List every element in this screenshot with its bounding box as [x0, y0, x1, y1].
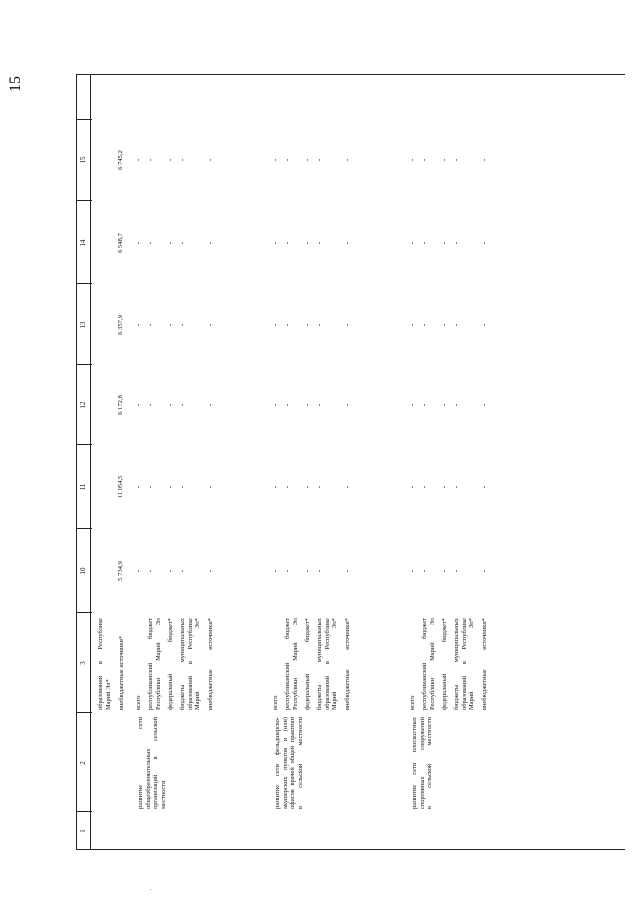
source-label-word: образований — [323, 675, 331, 710]
column-header: 15 — [79, 156, 87, 164]
amount-value: - — [440, 569, 448, 573]
source-label — [147, 618, 155, 710]
program-title-word: плоскостных — [411, 717, 418, 753]
amount-value: - — [452, 158, 460, 162]
amount-value: 6 548,7 — [117, 233, 124, 253]
source-label-word: Республики Марий Эл — [428, 618, 436, 710]
source-label-word: образований — [186, 675, 194, 710]
program-title-word: спортивных — [418, 776, 426, 809]
program-title — [419, 717, 427, 809]
amount-value: - — [420, 323, 428, 327]
source-label — [453, 618, 461, 710]
amount-value: - — [303, 485, 311, 489]
amount-value: - — [178, 403, 186, 407]
source-label — [167, 618, 175, 710]
amount-value: - — [408, 403, 416, 407]
amount-value: - — [440, 158, 448, 162]
amount-value: - — [178, 158, 186, 162]
source-label — [441, 618, 449, 710]
page-number: 15 — [7, 76, 24, 92]
amount-value: - — [206, 158, 214, 162]
program-title — [152, 717, 160, 809]
amount-value: - — [343, 485, 351, 489]
source-label — [316, 618, 324, 710]
amount-value: 6 745,2 — [117, 150, 124, 170]
amount-value: - — [146, 485, 154, 489]
amount-value: - — [206, 241, 214, 245]
amount-value: - — [146, 569, 154, 573]
source-label-word: республиканский — [284, 662, 291, 710]
program-title-word: и — [281, 737, 289, 742]
source-label-word: бюджет — [147, 618, 154, 639]
column-header: 11 — [79, 483, 87, 491]
source-label-word: Марий Эл* — [194, 618, 202, 710]
amount-value: - — [480, 323, 488, 327]
amount-value: - — [134, 323, 142, 327]
source-label-word: всего — [272, 695, 279, 710]
amount-value: - — [283, 569, 291, 573]
amount-value: - — [206, 485, 214, 489]
amount-value: - — [166, 569, 174, 573]
amount-value: - — [271, 485, 279, 489]
source-label-word: внебюджетные источники* — [481, 618, 488, 710]
source-label — [194, 618, 202, 710]
amount-value: - — [303, 241, 311, 245]
amount-value: - — [283, 323, 291, 327]
source-label — [304, 618, 312, 710]
program-title — [145, 717, 153, 809]
program-title-word: офисов врачей общей практики — [289, 717, 297, 809]
column-divider — [76, 74, 625, 75]
column-header: 10 — [79, 567, 87, 575]
program-title-word: сети — [137, 717, 144, 729]
source-label — [331, 618, 339, 710]
amount-value: - — [440, 485, 448, 489]
column-header: 3 — [79, 661, 87, 665]
program-title-word: (или) — [281, 717, 289, 732]
source-label — [272, 618, 280, 710]
program-title-word: сети — [274, 764, 281, 777]
amount-value: - — [283, 403, 291, 407]
amount-value: - — [315, 485, 323, 489]
source-label-word: в — [186, 661, 194, 665]
amount-value: - — [452, 323, 460, 327]
amount-value: 5 734,9 — [117, 561, 124, 581]
amount-value: - — [283, 241, 291, 245]
table-top-border — [76, 75, 77, 850]
amount-value: - — [315, 158, 323, 162]
amount-value: - — [480, 403, 488, 407]
program-title — [274, 717, 282, 809]
program-title-word: сети — [411, 762, 418, 775]
source-label-word: федеральный бюджет* — [441, 618, 448, 710]
source-label — [187, 618, 195, 710]
program-title-word: в сельской местности — [426, 717, 434, 809]
amount-value: - — [440, 323, 448, 327]
column-header: 1 — [79, 829, 87, 833]
amount-value: - — [271, 158, 279, 162]
source-label-word: федеральный бюджет* — [167, 618, 174, 710]
source-label — [324, 618, 332, 710]
amount-value: - — [343, 158, 351, 162]
source-label-word: Республики Марий Эл — [154, 618, 162, 710]
source-label — [429, 618, 437, 710]
amount-value: - — [166, 241, 174, 245]
source-label-word: Республике — [323, 618, 331, 650]
category-word: в — [97, 661, 104, 665]
source-label — [344, 618, 352, 710]
category-word: Республике — [97, 618, 104, 650]
column-divider — [76, 200, 92, 201]
source-label-word: бюджеты — [453, 684, 460, 710]
program-title-word: развитие — [274, 784, 281, 809]
program-title-word: развитие — [137, 784, 144, 809]
program-title — [160, 717, 168, 809]
program-title-word: местности — [159, 780, 167, 809]
source-label-word: всего — [135, 695, 142, 710]
category-word: образований — [97, 675, 104, 710]
amount-value: - — [166, 158, 174, 162]
amount-value: - — [440, 241, 448, 245]
amount-value: - — [134, 403, 142, 407]
source-label — [468, 618, 476, 710]
continued-category-label — [97, 618, 105, 710]
amount-value: - — [178, 569, 186, 573]
amount-value: - — [134, 241, 142, 245]
program-title-word: развитие — [411, 784, 418, 809]
amount-value: - — [315, 323, 323, 327]
amount-value: - — [206, 323, 214, 327]
column-header: 13 — [79, 321, 87, 329]
source-label-word: федеральный бюджет* — [304, 618, 311, 710]
program-title-word: акушерских — [281, 776, 289, 809]
amount-value: - — [452, 241, 460, 245]
amount-value: - — [134, 485, 142, 489]
amount-value: - — [452, 569, 460, 573]
source-label-word: муниципальных — [179, 618, 186, 663]
amount-value: - — [408, 241, 416, 245]
source-label — [461, 618, 469, 710]
column-divider — [76, 119, 92, 120]
amount-value: - — [271, 403, 279, 407]
amount-value: - — [206, 569, 214, 573]
source-label-word: бюджеты — [179, 684, 186, 710]
program-title — [282, 717, 290, 809]
amount-value: - — [178, 323, 186, 327]
program-title-word: сооружений — [418, 717, 426, 750]
amount-value: - — [146, 323, 154, 327]
program-title — [137, 717, 145, 809]
source-label-word: Марий Эл* — [468, 618, 476, 710]
amount-value: - — [343, 569, 351, 573]
header-bottom-border — [90, 75, 91, 850]
source-label-word: бюджет — [421, 618, 428, 639]
amount-value: - — [166, 485, 174, 489]
amount-value: - — [134, 569, 142, 573]
source-label-word: внебюджетные источники* — [207, 618, 214, 710]
amount-value: - — [315, 569, 323, 573]
amount-value: - — [420, 403, 428, 407]
amount-value: - — [452, 485, 460, 489]
amount-value: - — [480, 241, 488, 245]
amount-value: - — [303, 403, 311, 407]
amount-value: - — [480, 485, 488, 489]
program-title-word: фельдшерско- — [274, 717, 281, 756]
amount-value: - — [420, 241, 428, 245]
source-label-word: образований — [460, 675, 468, 710]
amount-value: - — [146, 403, 154, 407]
source-label — [155, 618, 163, 710]
column-divider — [76, 444, 92, 445]
amount-value: 6 172,8 — [117, 395, 124, 415]
source-label — [284, 618, 292, 710]
program-title-word: общеобразовательных — [144, 748, 152, 809]
column-divider — [76, 364, 92, 365]
amount-value: - — [315, 403, 323, 407]
amount-value: - — [166, 403, 174, 407]
amount-value: 6 357,9 — [117, 315, 124, 335]
source-label — [421, 618, 429, 710]
column-header: 2 — [79, 761, 87, 765]
scan-speck — [150, 889, 151, 890]
source-label — [409, 618, 417, 710]
amount-value: - — [134, 158, 142, 162]
amount-value: - — [480, 158, 488, 162]
source-label-word: республиканский — [421, 662, 428, 710]
amount-value: 11 054,5 — [117, 475, 124, 499]
continued-category-label: Марий Эл* — [104, 679, 112, 710]
amount-value: - — [343, 323, 351, 327]
source-label-word: бюджеты — [316, 684, 323, 710]
source-label-word: всего — [409, 695, 416, 710]
source-label-word: Республике — [460, 618, 468, 650]
amount-value: - — [178, 485, 186, 489]
amount-value: - — [408, 569, 416, 573]
program-title — [297, 717, 305, 809]
program-title-word: сельской — [152, 717, 160, 742]
amount-value: - — [166, 323, 174, 327]
source-label: внебюджетные источники* — [118, 635, 125, 710]
source-label-word: республиканский — [147, 662, 154, 710]
source-label-word: бюджет — [284, 618, 291, 639]
source-label — [135, 618, 143, 710]
source-label — [292, 618, 300, 710]
source-label-word: Республики Марий Эл — [291, 618, 299, 710]
program-title-word: организаций — [152, 774, 160, 809]
amount-value: - — [303, 158, 311, 162]
column-divider — [76, 849, 625, 850]
amount-value: - — [408, 485, 416, 489]
amount-value: - — [283, 485, 291, 489]
program-title — [426, 717, 434, 809]
column-divider — [76, 811, 92, 812]
amount-value: - — [343, 403, 351, 407]
program-title-word: пунктов — [281, 747, 289, 770]
source-label — [179, 618, 187, 710]
amount-value: - — [283, 158, 291, 162]
column-divider — [76, 528, 92, 529]
source-label — [481, 618, 489, 710]
amount-value: - — [420, 485, 428, 489]
amount-value: - — [271, 241, 279, 245]
column-divider — [76, 712, 92, 713]
amount-value: - — [343, 241, 351, 245]
amount-value: - — [315, 241, 323, 245]
amount-value: - — [452, 403, 460, 407]
source-label-word: в — [323, 661, 331, 665]
source-label-word: Республике — [186, 618, 194, 650]
source-label — [207, 618, 215, 710]
amount-value: - — [206, 403, 214, 407]
source-label-word: муниципальных — [453, 618, 460, 663]
column-header: 14 — [79, 239, 87, 247]
amount-value: - — [480, 569, 488, 573]
column-divider — [76, 612, 92, 613]
amount-value: - — [420, 158, 428, 162]
amount-value: - — [420, 569, 428, 573]
column-header: 12 — [79, 401, 87, 409]
program-title — [289, 717, 297, 809]
program-title-word: в — [152, 756, 160, 760]
amount-value: - — [303, 323, 311, 327]
amount-value: - — [440, 403, 448, 407]
amount-value: - — [271, 323, 279, 327]
amount-value: - — [303, 569, 311, 573]
amount-value: - — [146, 241, 154, 245]
source-label-word: Марий Эл* — [331, 618, 339, 710]
source-label-word: внебюджетные источники* — [344, 618, 351, 710]
amount-value: - — [408, 323, 416, 327]
amount-value: - — [408, 158, 416, 162]
amount-value: - — [271, 569, 279, 573]
column-divider — [76, 283, 92, 284]
program-title-word: в сельской местности — [296, 717, 304, 809]
amount-value: - — [178, 241, 186, 245]
program-title — [411, 717, 419, 809]
source-label-word: в — [460, 661, 468, 665]
source-label-word: муниципальных — [316, 618, 323, 663]
amount-value: - — [146, 158, 154, 162]
